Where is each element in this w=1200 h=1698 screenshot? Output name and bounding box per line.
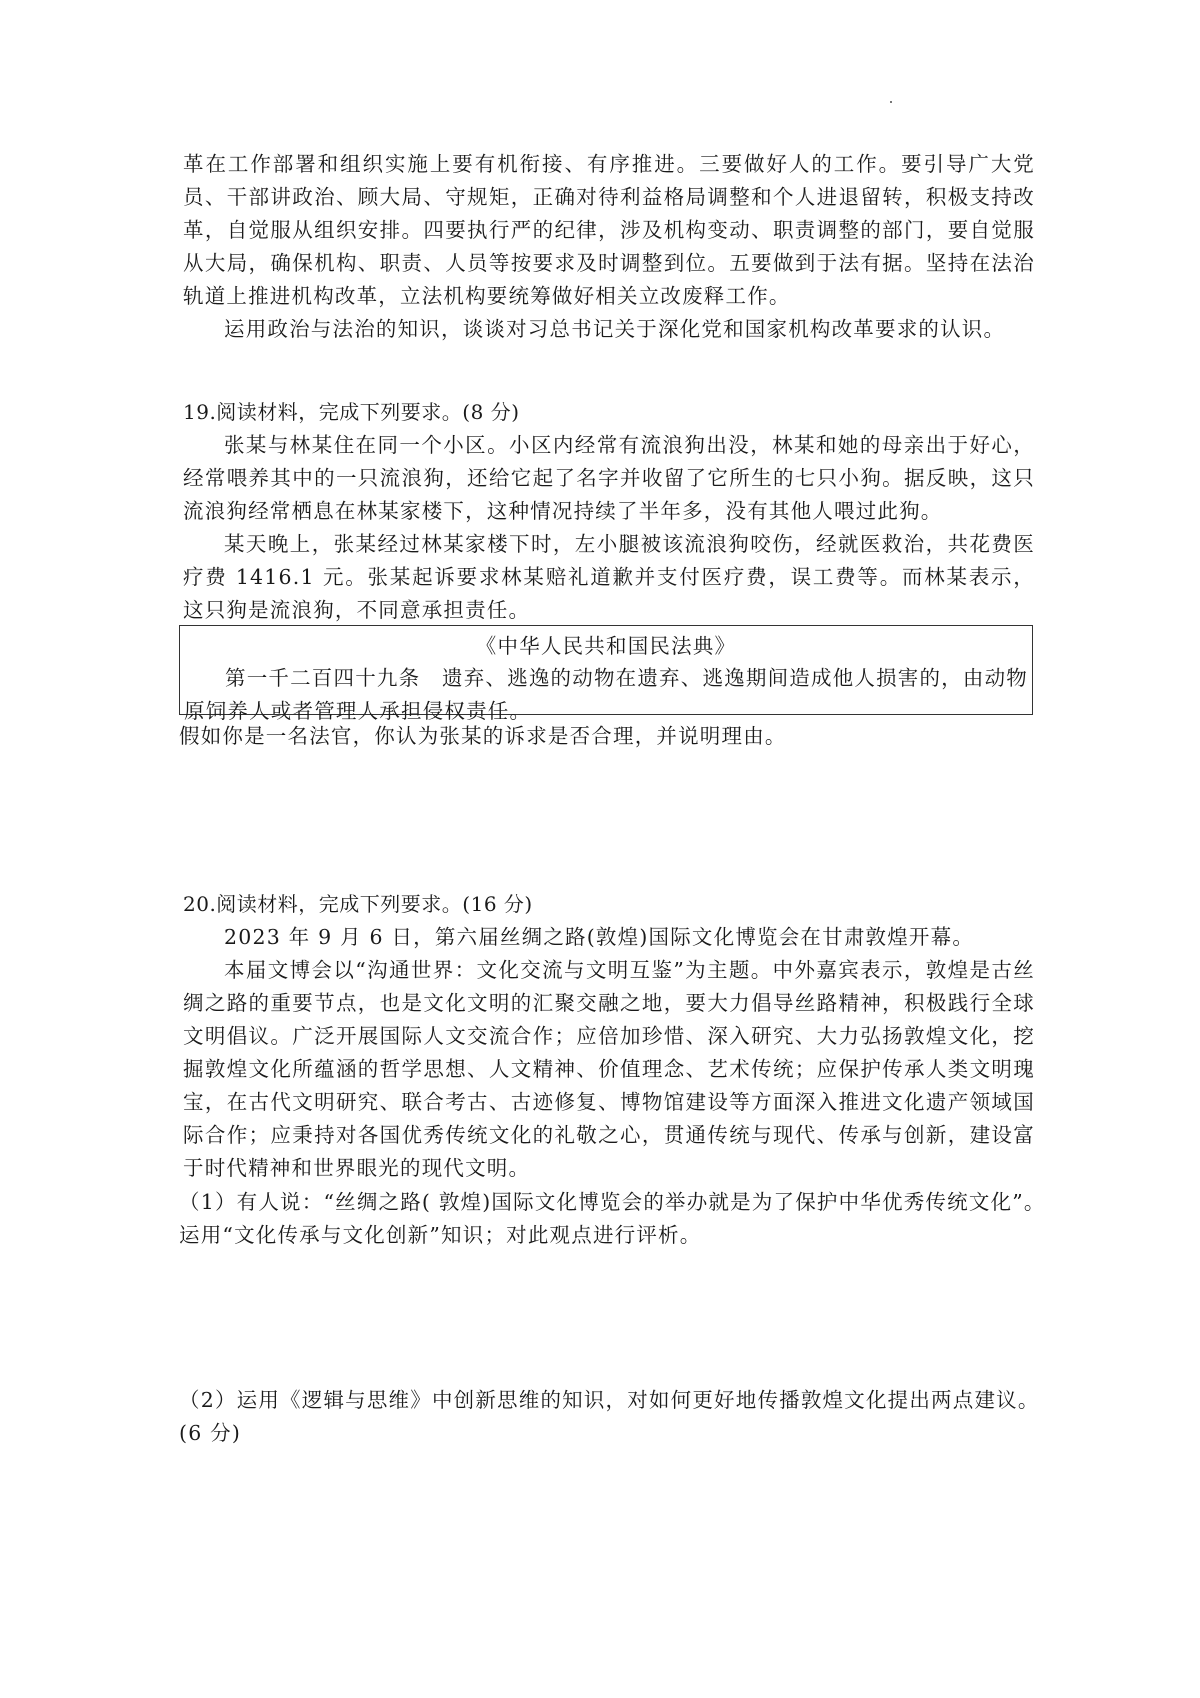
q19-paragraph-1: 张某与林某住在同一个小区。小区内经常有流浪狗出没，林某和她的母亲出于好心，经常喂养其中的一只流浪狗，还给它起了名字并收留了它所生的七只小狗。据反映，这只流浪狗经常栖息在林某家楼下，这种情况持续了半年多，没有其他人喂过此狗。 xyxy=(183,433,1035,523)
q20-sub2-line-1: （2）运用《逻辑与思维》中创新思维的知识，对如何更好地传播敦煌文化提出两点建议。 xyxy=(179,1388,1040,1412)
q20-sub1-line-2: 运用“文化传承与文化创新”知识；对此观点进行评析。 xyxy=(179,1223,702,1247)
q19-paragraph-2: 某天晚上，张某经过林某家楼下时，左小腿被该流浪狗咬伤，经就医救治，共花费医疗费 1416.1 元。张某起诉要求林某赔礼道歉并支付医疗费，误工费等。而林某表示，这只狗是流浪狗，不同意承担责任。 xyxy=(183,532,1035,622)
q20-sub1 xyxy=(179,1186,1049,1252)
q18-material-paragraph: 革在工作部署和组织实施上要有机衔接、有序推进。三要做好人的工作。要引导广大党员、干部讲政治、顾大局、守规矩，正确对待利益格局调整和个人进退留转，积极支持改革，自觉服从组织安排。四要执行严的纪律，涉及机构变动、职责调整的部门，要自觉服从大局，确保机构、职责、人员等按要求及时调整到位。五要做到于法有据。坚持在法治轨道上推进机构改革，立法机构要统筹做好相关立改废释工作。 xyxy=(183,152,1035,308)
q19-section xyxy=(183,396,1035,627)
civil-code-article xyxy=(184,662,1028,728)
q20-sub2 xyxy=(179,1384,1049,1450)
q20-sub2-line-2: (6 分) xyxy=(179,1421,242,1445)
q20-paragraph-1: 2023 年 9 月 6 日，第六届丝绸之路(敦煌)国际文化博览会在甘肃敦煌开幕。 xyxy=(224,925,975,949)
civil-code-excerpt-box xyxy=(179,625,1033,723)
q18-question: 运用政治与法治的知识，谈谈对习总书记关于深化党和国家机构改革要求的认识。 xyxy=(224,317,1006,341)
q19-question: 假如你是一名法官，你认为张某的诉求是否合理，并说明理由。 xyxy=(179,724,787,748)
q19-heading: 19.阅读材料，完成下列要求。(8 分) xyxy=(183,400,520,424)
speck xyxy=(890,101,892,103)
civil-code-title: 《中华人民共和国民法典》 xyxy=(475,634,737,658)
q20-section xyxy=(183,888,1035,1185)
civil-code-article-text: 第一千二百四十九条 遗弃、逃逸的动物在遗弃、逃逸期间造成他人损害的，由动物原饲养人或者管理人承担侵权责任。 xyxy=(184,666,1028,723)
q20-heading: 20.阅读材料，完成下列要求。(16 分) xyxy=(183,892,533,916)
q18-continuation xyxy=(183,148,1035,346)
q19-question-block xyxy=(179,720,1031,753)
q20-sub1-line-1: （1）有人说：“丝绸之路( 敦煌)国际文化博览会的举办就是为了保护中华优秀传统文化”。 xyxy=(179,1190,1046,1214)
q20-paragraph-2: 本届文博会以“沟通世界：文化交流与文明互鉴”为主题。中外嘉宾表示，敦煌是古丝绸之路的重要节点，也是文化文明的汇聚交融之地，要大力倡导丝路精神，积极践行全球文明倡议。广泛开展国际人文交流合作；应倍加珍惜、深入研究、大力弘扬敦煌文化，挖掘敦煌文化所蕴涵的哲学思想、人文精神、价值理念、艺术传统；应保护传承人类文明瑰宝，在古代文明研究、联合考古、古迹修复、博物馆建设等方面深入推进文化遗产领域国际合作；应秉持对各国优秀传统文化的礼敬之心，贯通传统与现代、传承与创新，建设富于时代精神和世界眼光的现代文明。 xyxy=(183,958,1035,1180)
